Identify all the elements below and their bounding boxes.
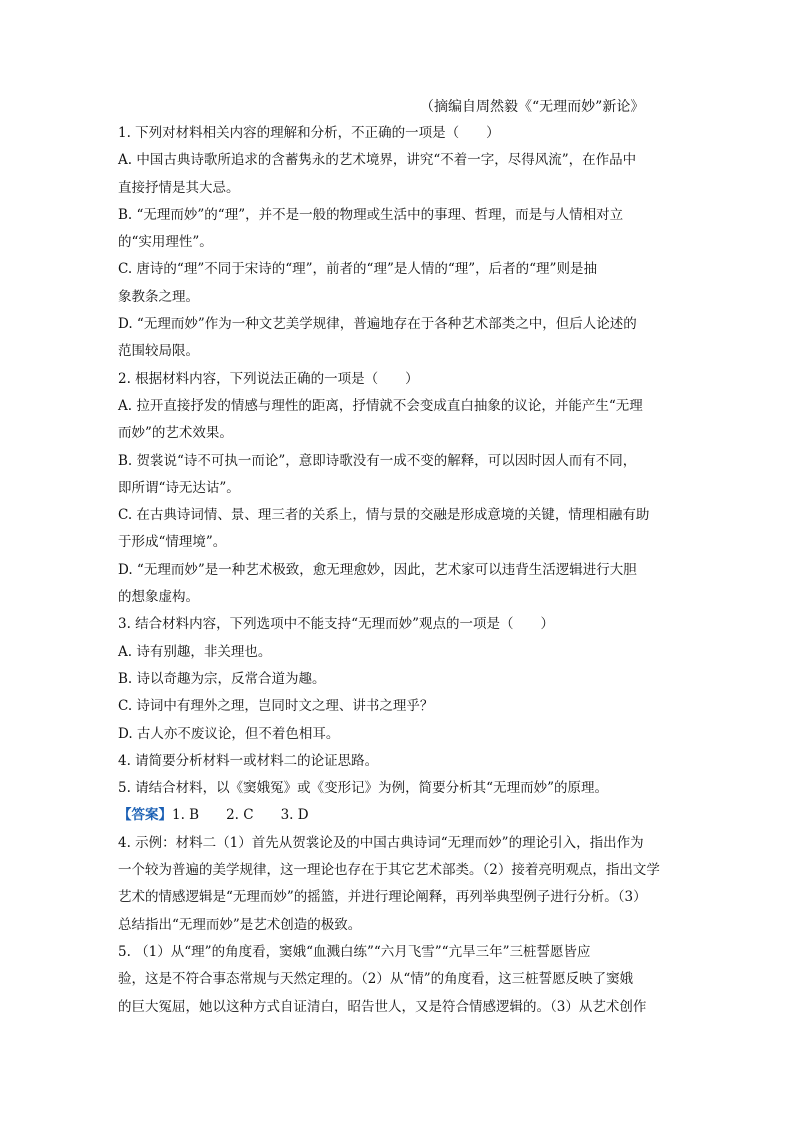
q1-option-c-cont: 象教条之理。	[118, 288, 199, 305]
q1-option-b-cont: 的“实用理性”。	[118, 234, 213, 251]
q2-option-a: A. 拉开直接抒发的情感与理性的距离，抒情就不会变成直白抽象的议论，并能产生“无理	[118, 397, 643, 414]
answer-line	[118, 802, 678, 829]
q2-option-a-cont: 而妙”的艺术效果。	[118, 425, 233, 442]
q1-option-d: D. “无理而妙”作为一种文艺美学规律，普遍地存在于各种艺术部类之中，但后人论述的	[118, 316, 637, 333]
q2-option-c-cont: 于形成“情理境”。	[118, 534, 227, 551]
q2-option-c: C. 在古典诗词情、景、理三者的关系上，情与景的交融是形成意境的关键，情理相融有助	[118, 507, 650, 524]
explanation-line: 总结指出“无理而妙”是艺术创造的极致。	[118, 916, 362, 933]
answer-tag: 【答案】	[118, 807, 172, 824]
q2-option-d-cont: 的想象虚构。	[118, 589, 199, 606]
q3-option-c: C. 诗词中有理外之理，岂同时文之理、讲书之理乎？	[118, 698, 434, 715]
question-4: 4. 请简要分析材料一或材料二的论证思路。	[118, 752, 379, 769]
q3-option-a: A. 诗有别趣，非关理也。	[118, 643, 272, 660]
explanation-line: 4. 示例：材料二（1）首先从贺裳论及的中国古典诗词“无理而妙”的理论引入，指出作为	[118, 834, 644, 851]
q1-option-b: B. “无理而妙”的“理”，并不是一般的物理或生活中的事理、哲理，而是与人情相对立	[118, 206, 624, 223]
answer-text: 1. B 2. C 3. D	[172, 807, 309, 824]
explanation-line: 5. （1）从“理”的角度看，窦娥“血溅白练”“六月飞雪”“亢旱三年”三桩誓愿皆应	[118, 943, 591, 960]
source-citation: （摘编自周然毅《“无理而妙”新论》	[420, 99, 645, 115]
q1-option-c: C. 唐诗的“理”不同于宋诗的“理”，前者的“理”是人情的“理”，后者的“理”则是抽	[118, 261, 597, 278]
explanation-line: 一个较为普遍的美学规律，这一理论也存在于其它艺术部类。（2）接着亮明观点，指出文学	[118, 862, 660, 879]
question-2: 2. 根据材料内容，下列说法正确的一项是（ ）	[118, 370, 419, 387]
question-3: 3. 结合材料内容，下列选项中不能支持“无理而妙”观点的一项是（ ）	[118, 616, 554, 633]
explanation-line: 的巨大冤屈，她以这种方式自证清白，昭告世人，又是符合情感逻辑的。（3）从艺术创作	[118, 998, 647, 1015]
explanation-line: 验，这是不符合事态常规与天然定理的。（2）从“情”的角度看，这三桩誓愿反映了窦娥	[118, 971, 634, 988]
q2-option-d: D. “无理而妙”是一种艺术极致，愈无理愈妙，因此，艺术家可以违背生活逻辑进行大胆	[118, 561, 637, 578]
q3-option-b: B. 诗以奇趣为宗，反常合道为趣。	[118, 670, 326, 687]
question-1: 1. 下列对材料相关内容的理解和分析，不正确的一项是（ ）	[118, 125, 500, 141]
exam-content	[118, 120, 678, 1021]
q2-option-b: B. 贺裳说“诗不可执一而论”，意即诗歌没有一成不变的解释，可以因时因人而有不同，	[118, 452, 637, 469]
question-5: 5. 请结合材料，以《窦娥冤》或《变形记》为例，简要分析其“无理而妙”的原理。	[118, 780, 608, 797]
q1-option-a: A. 中国古典诗歌所追求的含蓄隽永的艺术境界，讲究“不着一字，尽得风流”，在作品中	[118, 152, 637, 169]
explanation-line: 艺术的情感逻辑是“无理而妙”的摇篮，并进行理论阐释，再列举典型例子进行分析。（3）	[118, 889, 647, 906]
q3-option-d: D. 古人亦不废议论，但不着色相耳。	[118, 725, 340, 742]
q1-option-d-cont: 范围较局限。	[118, 343, 199, 360]
q2-option-b-cont: 即所谓“诗无达诂”。	[118, 479, 240, 496]
q1-option-a-cont: 直接抒情是其大忌。	[118, 179, 240, 196]
